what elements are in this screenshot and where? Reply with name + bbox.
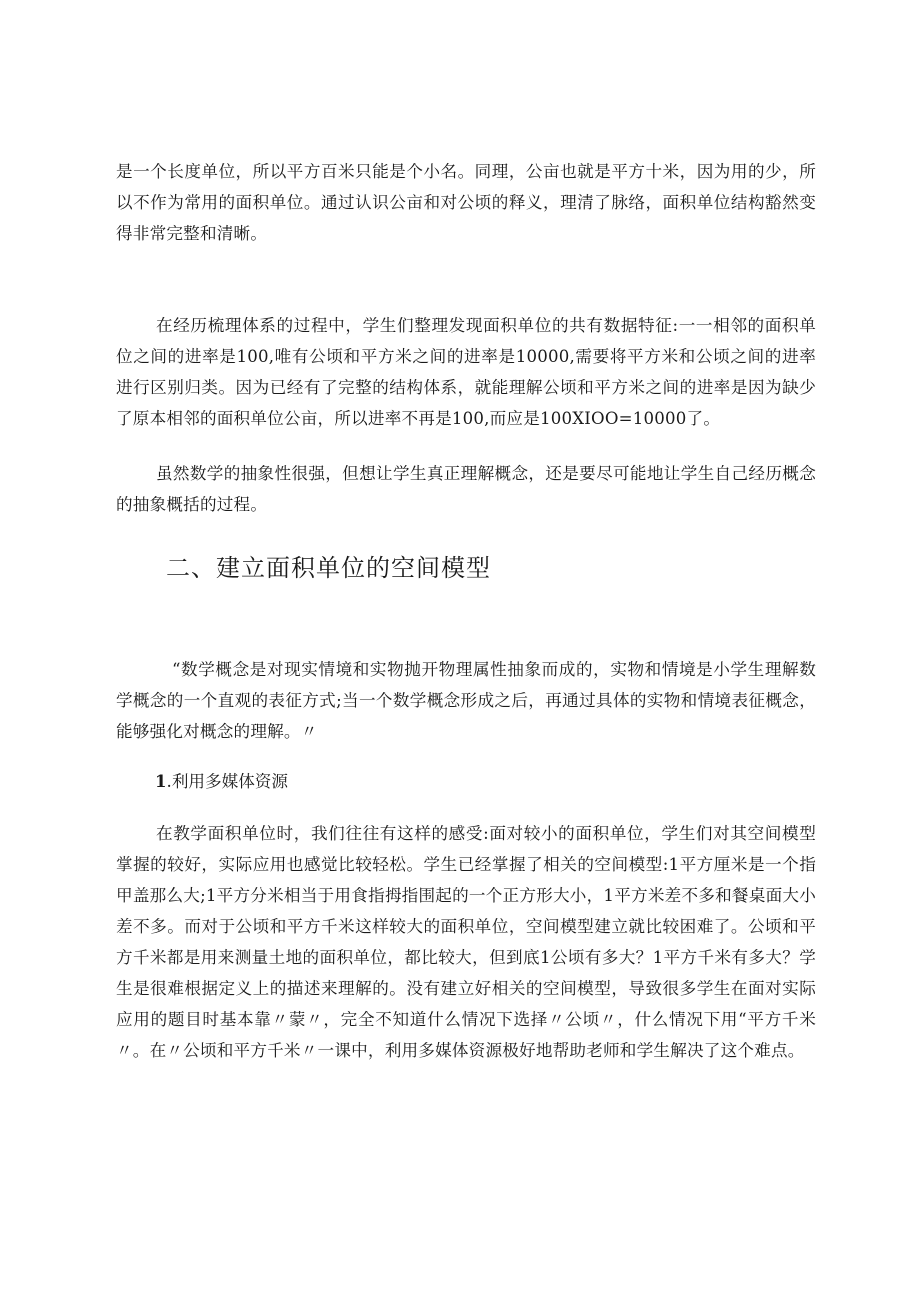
section-heading: 二、建立面积单位的空间模型 [166, 554, 491, 582]
subsection-heading [155, 766, 288, 797]
paragraph-multimedia-teaching: 在教学面积单位时，我们往往有这样的感受:面对较小的面积单位，学生们对其空间模型掌握的较好，实际应用也感觉比较轻松。学生已经掌握了相关的空间模型:1平方厘米是一个指甲盖那么大;1平方分米相当于用食指拇指围起的一个正方形大小，1平方米差不多和餐桌面大小差不多。而对于公顷和平方千米这样较大的面积单位，空间模型建立就比较困难了。公顷和平方千米都是用来测量土地的面积单位，都比较大，但到底1公顷有多大？1平方千米有多大？学生是很难根据定义上的描述来理解的。没有建立好相关的空间模型，导致很多学生在面对实际应用的题目时基本靠〃蒙〃，完全不知道什么情况下选择〃公顷〃，什么情况下用“平方千米〃。在〃公顷和平方千米〃一课中，利用多媒体资源极好地帮助老师和学生解决了这个难点。 [116, 824, 816, 1060]
subsection-title: .利用多媒体资源 [166, 772, 288, 791]
subsection-number: 1 [155, 771, 167, 791]
paragraph-abstraction: 虽然数学的抽象性很强，但想让学生真正理解概念，还是要尽可能地让学生自己经历概念的抽象概括的过程。 [116, 464, 816, 514]
paragraph-conversion-rates: 在经历梳理体系的过程中，学生们整理发现面积单位的共有数据特征:一一相邻的面积单位之间的进率是100,唯有公顷和平方米之间的进率是10000,需要将平方米和公顷之间的进率进行区别归类。因为已经有了完整的结构体系，就能理解公顷和平方米之间的进率是因为缺少了原本相邻的面积单位公亩，所以进率不再是100,而应是100XIOO=10000了。 [116, 316, 816, 428]
paragraph-quote-math-concepts: “数学概念是对现实情境和实物抛开物理属性抽象而成的，实物和情境是小学生理解数学概念的一个直观的表征方式;当一个数学概念形成之后，再通过具体的实物和情境表征概念，能够强化对概念的理解。〃 [116, 660, 816, 741]
paragraph-area-units-continuation: 是一个长度单位，所以平方百米只能是个小名。同理，公亩也就是平方十米，因为用的少，所以不作为常用的面积单位。通过认识公亩和对公顷的释义，理清了脉络，面积单位结构豁然变得非常完整和清晰。 [116, 162, 816, 243]
